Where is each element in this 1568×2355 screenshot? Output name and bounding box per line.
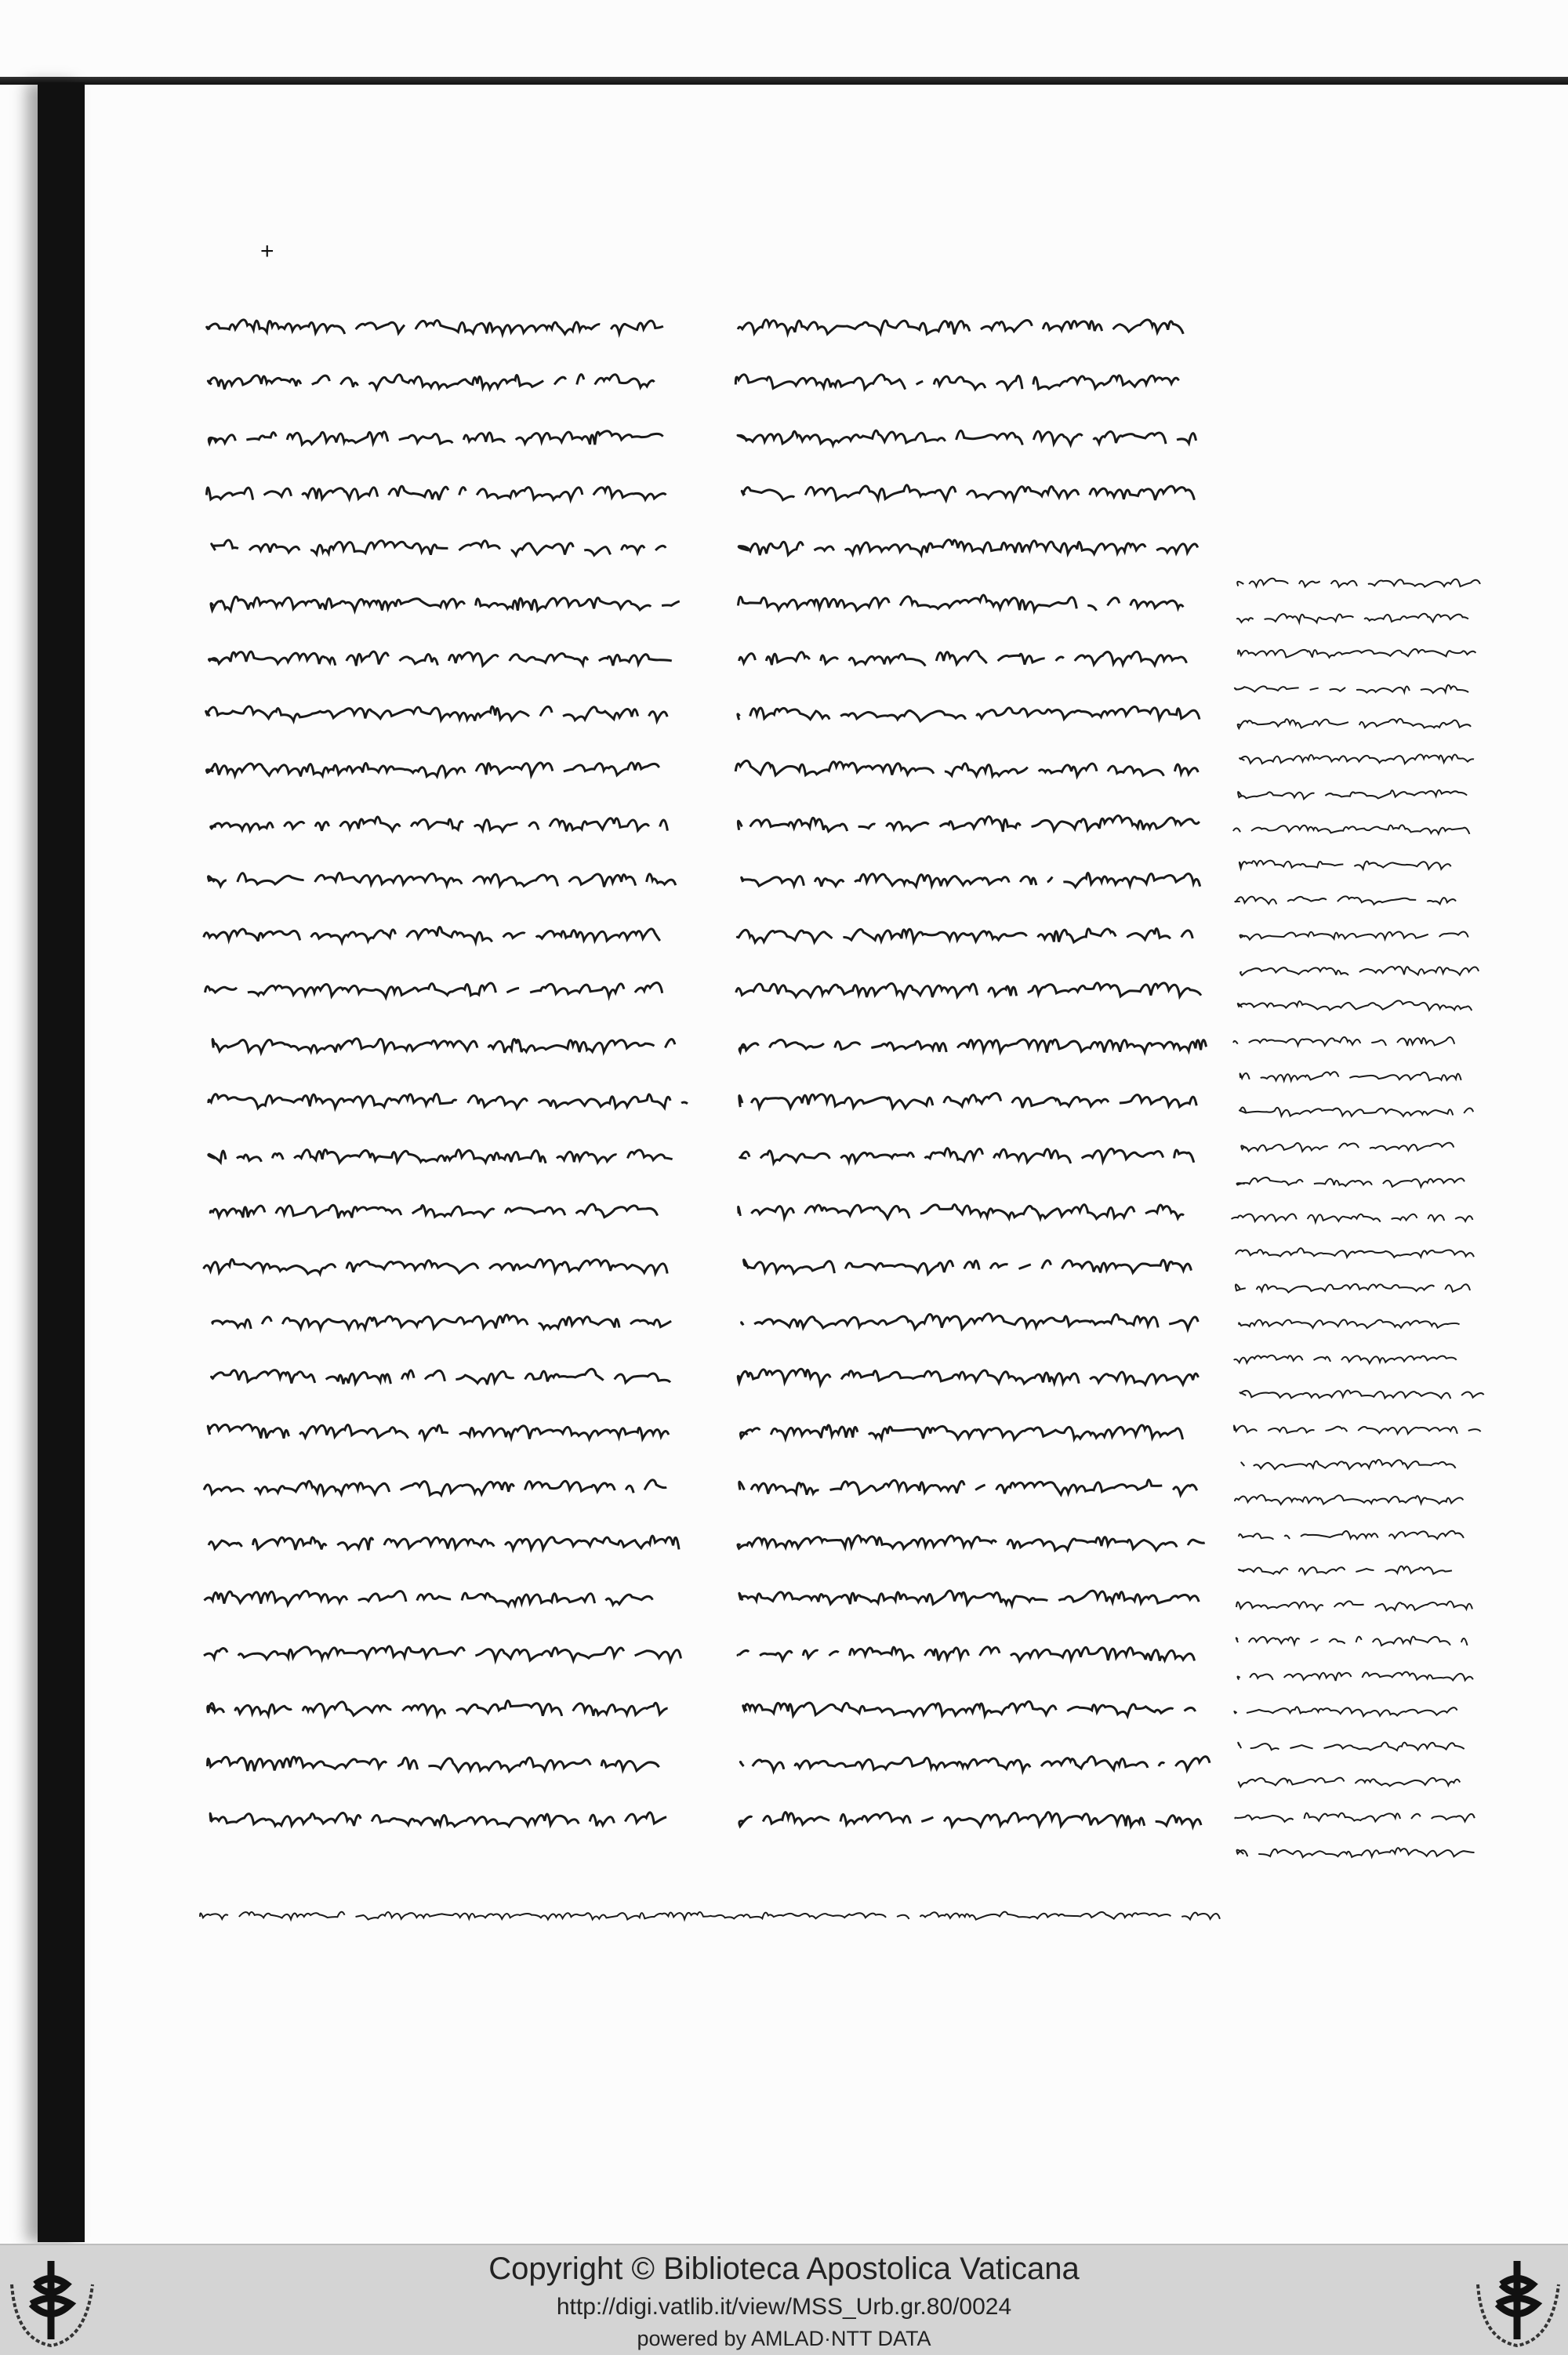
vatican-library-seal-icon (1466, 2253, 1568, 2351)
handwritten-line (1238, 1000, 1472, 1011)
right-column (735, 320, 1210, 1827)
margin-notes (1232, 579, 1485, 1857)
handwritten-line (740, 1148, 1194, 1163)
handwritten-line (738, 706, 1200, 720)
handwritten-line (207, 320, 663, 334)
handwritten-line (209, 873, 676, 887)
handwritten-line (1235, 1495, 1463, 1504)
handwritten-line (200, 1912, 1220, 1920)
handwritten-line (208, 1757, 670, 1772)
handwritten-line (208, 375, 654, 390)
powered-by-text: powered by AMLAD·NTT DATA (637, 2327, 931, 2350)
handwritten-line (1239, 1319, 1459, 1328)
handwritten-line (209, 1150, 673, 1163)
handwritten-line (1235, 896, 1467, 904)
handwritten-line (738, 1369, 1198, 1384)
handwritten-line (739, 1480, 1197, 1495)
handwritten-line (210, 1813, 666, 1827)
handwritten-line (739, 1591, 1199, 1606)
handwritten-line (739, 540, 1197, 556)
handwritten-line (736, 983, 1201, 997)
handwritten-line (211, 817, 668, 832)
handwritten-line (744, 1260, 1192, 1274)
handwritten-line (738, 595, 1183, 611)
handwritten-line (1236, 1637, 1468, 1646)
handwritten-line (212, 540, 677, 555)
handwritten-line (210, 1204, 657, 1218)
handwritten-line (204, 1646, 681, 1660)
handwritten-line (212, 1039, 675, 1053)
handwritten-line (1234, 1355, 1468, 1363)
handwritten-line (740, 1757, 1210, 1772)
handwritten-line (738, 1647, 1194, 1661)
handwritten-line (1235, 1813, 1474, 1822)
handwritten-line (211, 597, 680, 611)
handwritten-line (742, 1314, 1198, 1330)
handwritten-line (739, 1040, 1206, 1053)
copyright-text: Copyright © Biblioteca Apostolica Vaticana (488, 2252, 1080, 2286)
handwritten-line (211, 1369, 670, 1384)
handwritten-line (1240, 1108, 1473, 1116)
bottom-note (200, 1912, 1220, 1920)
handwritten-line (1238, 649, 1475, 658)
handwritten-line (1240, 754, 1474, 764)
handwritten-line (1236, 614, 1468, 622)
cross-mark: + (260, 238, 274, 264)
handwritten-line (739, 651, 1187, 666)
handwritten-line (206, 763, 659, 777)
handwritten-line (1233, 825, 1469, 834)
handwritten-line (739, 1204, 1184, 1218)
handwritten-line (204, 1591, 663, 1606)
handwritten-line (1238, 1742, 1464, 1750)
handwritten-line (735, 760, 1198, 776)
left-column (204, 320, 688, 1827)
handwritten-line (204, 1259, 668, 1274)
handwritten-line (1241, 1460, 1455, 1469)
handwritten-line (208, 1700, 668, 1716)
handwritten-line (206, 486, 677, 500)
handwritten-line (1240, 967, 1479, 975)
handwritten-line (1234, 1425, 1480, 1434)
handwritten-line (1239, 1778, 1460, 1787)
handwritten-line (206, 706, 667, 721)
handwritten-line (1240, 861, 1462, 869)
handwritten-line (742, 485, 1194, 500)
handwritten-line (1236, 1284, 1481, 1293)
handwritten-line (209, 651, 671, 666)
handwritten-line (739, 1093, 1196, 1108)
handwritten-line (735, 375, 1178, 390)
handwritten-line (208, 1424, 669, 1439)
handwritten-line (209, 1094, 688, 1108)
handwritten-line (1236, 1601, 1472, 1610)
handwritten-line (1234, 1707, 1457, 1716)
source-url[interactable]: http://digi.vatlib.it/view/MSS_Urb.gr.80/0024 (556, 2294, 1012, 2320)
handwritten-line (743, 1701, 1196, 1716)
handwritten-line (738, 320, 1183, 335)
handwritten-line (1237, 1672, 1472, 1681)
handwritten-line (1235, 685, 1468, 693)
handwritten-line (738, 1536, 1205, 1551)
handwritten-line (212, 1315, 671, 1329)
handwritten-line (738, 815, 1199, 832)
handwritten-line (1237, 579, 1480, 587)
handwritten-line (1238, 719, 1471, 728)
handwritten-line (740, 1425, 1182, 1439)
handwritten-line (1240, 1072, 1472, 1080)
handwritten-line (1240, 932, 1479, 940)
handwritten-line (1241, 1143, 1454, 1152)
handwritten-line (1237, 1178, 1475, 1187)
handwritten-line (737, 929, 1192, 942)
handwritten-line (205, 982, 662, 997)
handwritten-line (1239, 1566, 1452, 1574)
handwritten-line (204, 927, 660, 942)
handwritten-line (738, 430, 1196, 445)
handwritten-line (204, 1480, 666, 1495)
handwritten-line (1238, 790, 1467, 799)
handwritten-line (1233, 1037, 1465, 1046)
handwritten-line (742, 873, 1200, 887)
copyright-footer (0, 2244, 1568, 2355)
handwritten-line (209, 1536, 679, 1550)
handwritten-line (1239, 1531, 1464, 1540)
handwritten-line (1240, 1390, 1483, 1399)
handwritten-line (739, 1813, 1201, 1827)
handwritten-line (1232, 1214, 1473, 1222)
handwritten-line (1236, 1248, 1485, 1257)
handwritten-line (209, 431, 662, 445)
handwritten-line (1237, 1848, 1475, 1857)
